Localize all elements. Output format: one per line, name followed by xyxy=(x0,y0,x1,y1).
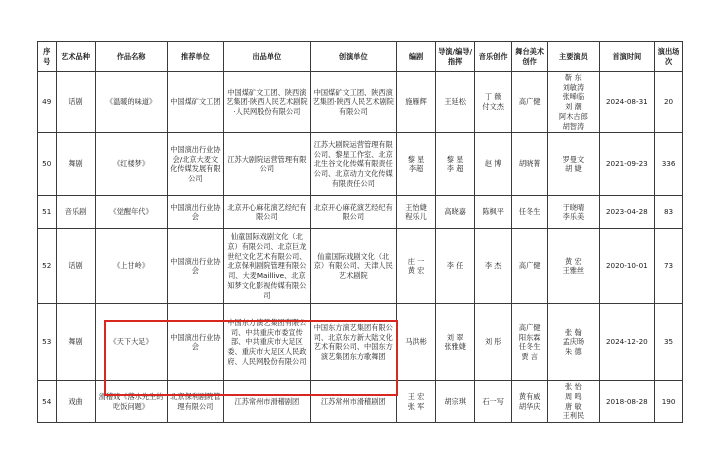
cell-genre: 话剧 xyxy=(56,72,95,133)
cell-genre: 戏曲 xyxy=(56,381,95,423)
cell-producer: 江苏大剧院运营管理有限公司 xyxy=(224,133,310,196)
cell-shows: 83 xyxy=(655,196,683,229)
cell-creator: 江苏大剧院运营管理有限公司、黎星工作室、北京北生谷文化传媒有限责任公司、北京动力文化传媒有限责任公司 xyxy=(310,133,396,196)
cell-director: 李 任 xyxy=(436,229,475,304)
cell-actors: 罗曼文 胡 婕 xyxy=(548,133,599,196)
cell-stage: 黄有威 胡华庆 xyxy=(512,381,548,423)
cell-recommender: 中国演出行业协会/北京大麦文化传媒发展有限公司 xyxy=(167,133,224,196)
header-writer: 编剧 xyxy=(396,42,435,72)
cell-actors: 于晓晴 李乐美 xyxy=(548,196,599,229)
header-no: 序号 xyxy=(38,42,57,72)
cell-writer: 庄 一 黄 宏 xyxy=(396,229,435,304)
cell-recommender: 中国演出行业协会 xyxy=(167,196,224,229)
cell-producer: 江苏常州市滑稽剧团 xyxy=(224,381,310,423)
cell-no: 52 xyxy=(38,229,57,304)
cell-music: 陈枫平 xyxy=(475,196,512,229)
table-row xyxy=(38,304,683,381)
table-header-row xyxy=(38,42,683,72)
cell-title: 《红楼梦》 xyxy=(95,133,167,196)
header-director: 导演/编导/指挥 xyxy=(436,42,475,72)
cell-shows: 20 xyxy=(655,72,683,133)
cell-stage: 胡晓菁 xyxy=(512,133,548,196)
cell-premiere: 2024-12-20 xyxy=(599,304,655,381)
cell-title: 滑稽戏《落水先生的吃饭问题》 xyxy=(95,381,167,423)
cell-no: 50 xyxy=(38,133,57,196)
cell-actors: 靳 东 刘敏涛 张晞临 刘 潮 阿木古郎 胡智涛 xyxy=(548,72,599,133)
cell-recommender: 中国演出行业协会 xyxy=(167,229,224,304)
cell-writer: 黎 星 李超 xyxy=(396,133,435,196)
cell-actors: 张 怡 周 鸣 唐 敏 王利民 xyxy=(548,381,599,423)
header-music: 音乐创作 xyxy=(475,42,512,72)
table-row xyxy=(38,229,683,304)
cell-title: 《觉醒年代》 xyxy=(95,196,167,229)
cell-producer: 北京开心麻花演艺经纪有限公司 xyxy=(224,196,310,229)
header-actors: 主要演员 xyxy=(548,42,599,72)
cell-no: 53 xyxy=(38,304,57,381)
cell-producer: 中国东方演艺集团有限公司、中共重庆市委宣传部、中共重庆市大足区委、重庆市大足区人民政府、人民网股份有限公司 xyxy=(224,304,310,381)
header-shows: 演出场次 xyxy=(655,42,683,72)
cell-title: 《天下大足》 xyxy=(95,304,167,381)
header-creator: 创演单位 xyxy=(310,42,396,72)
cell-director: 胡宗琪 xyxy=(436,381,475,423)
cell-writer: 王 宏 张 军 xyxy=(396,381,435,423)
cell-shows: 336 xyxy=(655,133,683,196)
cell-actors: 张 翰 孟庆旸 朱 德 xyxy=(548,304,599,381)
cell-recommender: 中国煤矿文工团 xyxy=(167,72,224,133)
table-row xyxy=(38,133,683,196)
cell-music: 赵 博 xyxy=(475,133,512,196)
header-premiere: 首演时间 xyxy=(599,42,655,72)
cell-music: 丁 薇 付文杰 xyxy=(475,72,512,133)
cell-premiere: 2024-08-31 xyxy=(599,72,655,133)
header-recommender: 推荐单位 xyxy=(167,42,224,72)
cell-genre: 舞剧 xyxy=(56,133,95,196)
cell-stage: 高广健 阳东霖 任冬生 贾 言 xyxy=(512,304,548,381)
cell-premiere: 2023-04-28 xyxy=(599,196,655,229)
cell-writer: 王怡婕 程乐儿 xyxy=(396,196,435,229)
header-stage: 舞台美术创作 xyxy=(512,42,548,72)
cell-director: 黎 星 李 超 xyxy=(436,133,475,196)
cell-actors: 黄 宏 王雅丝 xyxy=(548,229,599,304)
cell-no: 49 xyxy=(38,72,57,133)
header-genre: 艺术品种 xyxy=(56,42,95,72)
table-row xyxy=(38,381,683,423)
header-producer: 出品单位 xyxy=(224,42,310,72)
cell-no: 51 xyxy=(38,196,57,229)
cell-creator: 北京开心麻花演艺经纪有限公司 xyxy=(310,196,396,229)
cell-stage: 任冬生 xyxy=(512,196,548,229)
header-title: 作品名称 xyxy=(95,42,167,72)
program-table xyxy=(37,41,683,423)
cell-director: 高晓嘉 xyxy=(436,196,475,229)
cell-genre: 音乐剧 xyxy=(56,196,95,229)
cell-producer: 仙童国际戏剧文化（北京）有限公司、北京巨龙世纪文化艺术有限公司、北京保利剧院管理有限公司、大麦Maillive、北京知梦文化影视传媒有限公司 xyxy=(224,229,310,304)
table-row xyxy=(38,196,683,229)
cell-recommender: 北京保利剧院管理有限公司 xyxy=(167,381,224,423)
cell-writer: 施雁辉 xyxy=(396,72,435,133)
cell-creator: 江苏常州市滑稽剧团 xyxy=(310,381,396,423)
cell-creator: 仙童国际戏剧文化（北京）有限公司、天津人民艺术剧院 xyxy=(310,229,396,304)
cell-director: 王延松 xyxy=(436,72,475,133)
cell-stage: 高广健 xyxy=(512,72,548,133)
cell-genre: 话剧 xyxy=(56,229,95,304)
cell-stage: 高广健 xyxy=(512,229,548,304)
cell-shows: 73 xyxy=(655,229,683,304)
cell-recommender: 中国演出行业协会 xyxy=(167,304,224,381)
cell-creator: 中国东方演艺集团有限公司、北京东方新大陆文化艺术有限公司、中国东方演艺集团东方歌舞团 xyxy=(310,304,396,381)
cell-premiere: 2020-10-01 xyxy=(599,229,655,304)
cell-shows: 190 xyxy=(655,381,683,423)
cell-shows: 35 xyxy=(655,304,683,381)
cell-music: 石一写 xyxy=(475,381,512,423)
cell-title: 《上甘岭》 xyxy=(95,229,167,304)
cell-producer: 中国煤矿文工团、陕西演艺集团·陕西人民艺术剧院·人民网股份有限公司 xyxy=(224,72,310,133)
cell-no: 54 xyxy=(38,381,57,423)
cell-music: 李 杰 xyxy=(475,229,512,304)
cell-title: 《温暖的味道》 xyxy=(95,72,167,133)
cell-creator: 中国煤矿文工团、陕西演艺集团·陕西人民艺术剧院有限公司 xyxy=(310,72,396,133)
cell-director: 刘 翠 张雅婕 xyxy=(436,304,475,381)
cell-music: 刘 彤 xyxy=(475,304,512,381)
table-row xyxy=(38,72,683,133)
cell-premiere: 2018-08-28 xyxy=(599,381,655,423)
cell-premiere: 2021-09-23 xyxy=(599,133,655,196)
cell-genre: 舞剧 xyxy=(56,304,95,381)
cell-writer: 马洪彬 xyxy=(396,304,435,381)
